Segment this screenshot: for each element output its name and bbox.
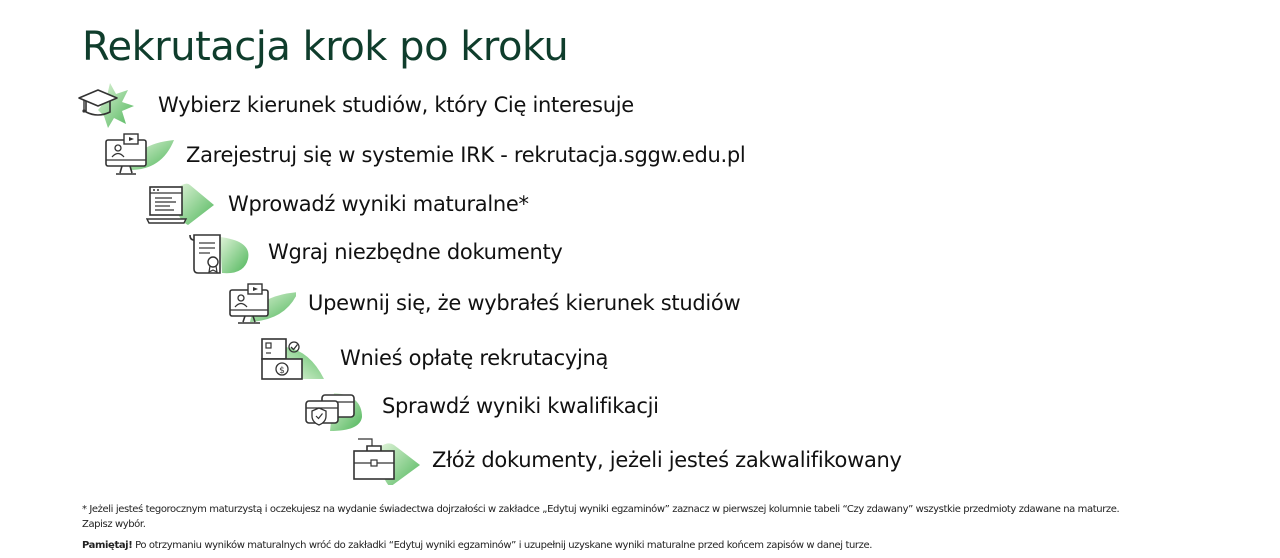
step-6-text: Wnieś opłatę rekrutacyjną xyxy=(340,346,609,370)
footnote-reminder xyxy=(82,538,1142,553)
step-6 xyxy=(258,333,608,383)
step-5 xyxy=(226,278,740,328)
graduation-cap-icon xyxy=(76,80,146,130)
step-7 xyxy=(300,381,659,431)
step-8-text: Złóż dokumenty, jeżeli jesteś zakwalifikowany xyxy=(432,448,902,472)
certificate-document-icon xyxy=(186,227,256,277)
step-4-text: Wgraj niezbędne dokumenty xyxy=(268,240,563,264)
step-4 xyxy=(186,227,563,277)
step-3-text: Wprowadź wyniki maturalne* xyxy=(228,192,529,216)
step-2-text: Zarejestruj się w systemie IRK - rekrutacja.sggw.edu.pl xyxy=(186,143,746,167)
footnote-results-info: * Jeżeli jesteś tegorocznym maturzystą i oczekujesz na wydanie świadectwa dojrzałości w zakładce „Edytuj wyniki egzaminów” zaznacz w pierwszej kolumnie tabeli “Czy zdawany” wszystkie przedmioty zdawane na maturze. Zapisz wybór. xyxy=(82,504,1120,530)
briefcase-icon xyxy=(350,435,420,485)
svg-text:$: $ xyxy=(279,366,285,376)
step-1-text: Wybierz kierunek studiów, który Cię interesuje xyxy=(158,93,634,117)
shield-card-icon xyxy=(300,381,370,431)
reminder-text: Po otrzymaniu wyników maturalnych wróć do zakładki “Edytuj wyniki egzaminów” i uzupełnij uzyskane wyniki maturalne przed końcem zapisów w danej turze. xyxy=(132,540,873,551)
step-2 xyxy=(104,130,745,180)
step-1 xyxy=(76,80,634,130)
step-3 xyxy=(146,179,529,229)
payment-bill-icon xyxy=(258,333,328,383)
page-title: Rekrutacja krok po kroku xyxy=(82,24,569,70)
step-8 xyxy=(350,435,902,485)
step-7-text: Sprawdź wyniki kwalifikacji xyxy=(382,394,659,418)
results-form-icon xyxy=(146,179,216,229)
user-monitor-icon xyxy=(226,278,296,328)
registration-monitor-icon xyxy=(104,130,174,180)
reminder-label: Pamiętaj! xyxy=(82,540,133,551)
step-5-text: Upewnij się, że wybrałeś kierunek studiów xyxy=(308,291,741,315)
